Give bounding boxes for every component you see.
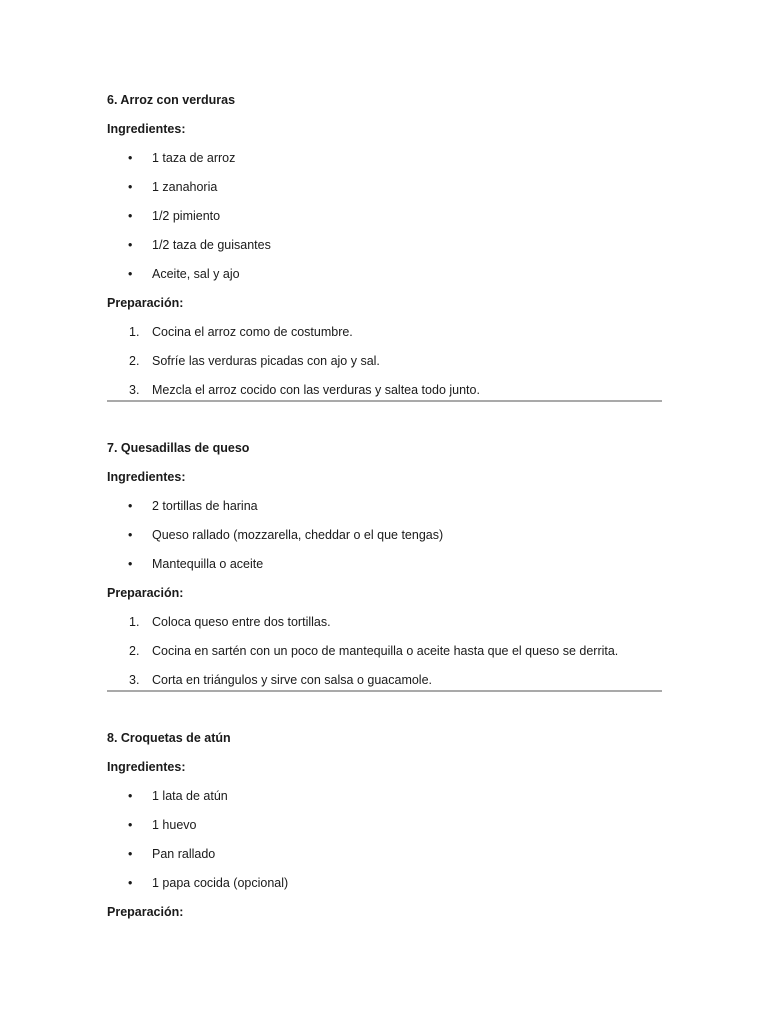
step-number: 1. [129,615,140,629]
ingredient-item: • 1 huevo [107,815,662,835]
step-text: Cocina el arroz como de costumbre. [152,325,353,339]
recipe-croquetas-de-atun [107,728,662,922]
ingredient-item: • Mantequilla o aceite [107,554,662,574]
ingredients-list [107,496,662,574]
preparation-label: Preparación: [107,586,184,600]
recipe-quesadillas-de-queso [107,438,662,690]
ingredients-label: Ingredientes: [107,122,186,136]
step-item [107,641,662,661]
ingredient-item: • 1 taza de arroz [107,148,662,168]
ingredient-item: • 1 papa cocida (opcional) [107,873,662,893]
ingredients-list [107,786,662,893]
step-item [107,322,662,342]
steps-list [107,322,662,400]
ingredient-item: • Pan rallado [107,844,662,864]
step-text: Sofríe las verduras picadas con ajo y sal. [152,354,380,368]
ingredients-label: Ingredientes: [107,760,186,774]
step-item [107,670,662,690]
step-item [107,380,662,400]
ingredient-item: • 1/2 taza de guisantes [107,235,662,255]
step-text: Cocina en sartén con un poco de mantequilla o aceite hasta que el queso se derrita. [152,644,619,658]
ingredient-item: • 2 tortillas de harina [107,496,662,516]
preparation-label: Preparación: [107,296,184,310]
step-number: 2. [129,354,140,368]
preparation-label: Preparación: [107,905,184,919]
step-item [107,351,662,371]
ingredient-item: • 1 lata de atún [107,786,662,806]
ingredient-item: • Aceite, sal y ajo [107,264,662,284]
ingredients-label: Ingredientes: [107,470,186,484]
step-number: 1. [129,325,140,339]
recipe-title: 7. Quesadillas de queso [107,441,250,455]
ingredient-item: • Queso rallado (mozzarella, cheddar o el que tengas) [107,525,662,545]
step-number: 3. [129,383,140,397]
recipe-arroz-con-verduras [107,90,662,400]
step-number: 2. [129,644,140,658]
ingredient-item: • 1/2 pimiento [107,206,662,226]
step-item [107,612,662,632]
document-page [107,90,662,931]
ingredient-item: • 1 zanahoria [107,177,662,197]
ingredients-list [107,148,662,284]
step-text: Mezcla el arroz cocido con las verduras y saltea todo junto. [152,383,480,397]
recipe-title: 8. Croquetas de atún [107,731,231,745]
steps-list [107,612,662,690]
step-text: Corta en triángulos y sirve con salsa o guacamole. [152,673,433,687]
recipe-title: 6. Arroz con verduras [107,93,236,107]
step-text: Coloca queso entre dos tortillas. [152,615,331,629]
step-number: 3. [129,673,140,687]
